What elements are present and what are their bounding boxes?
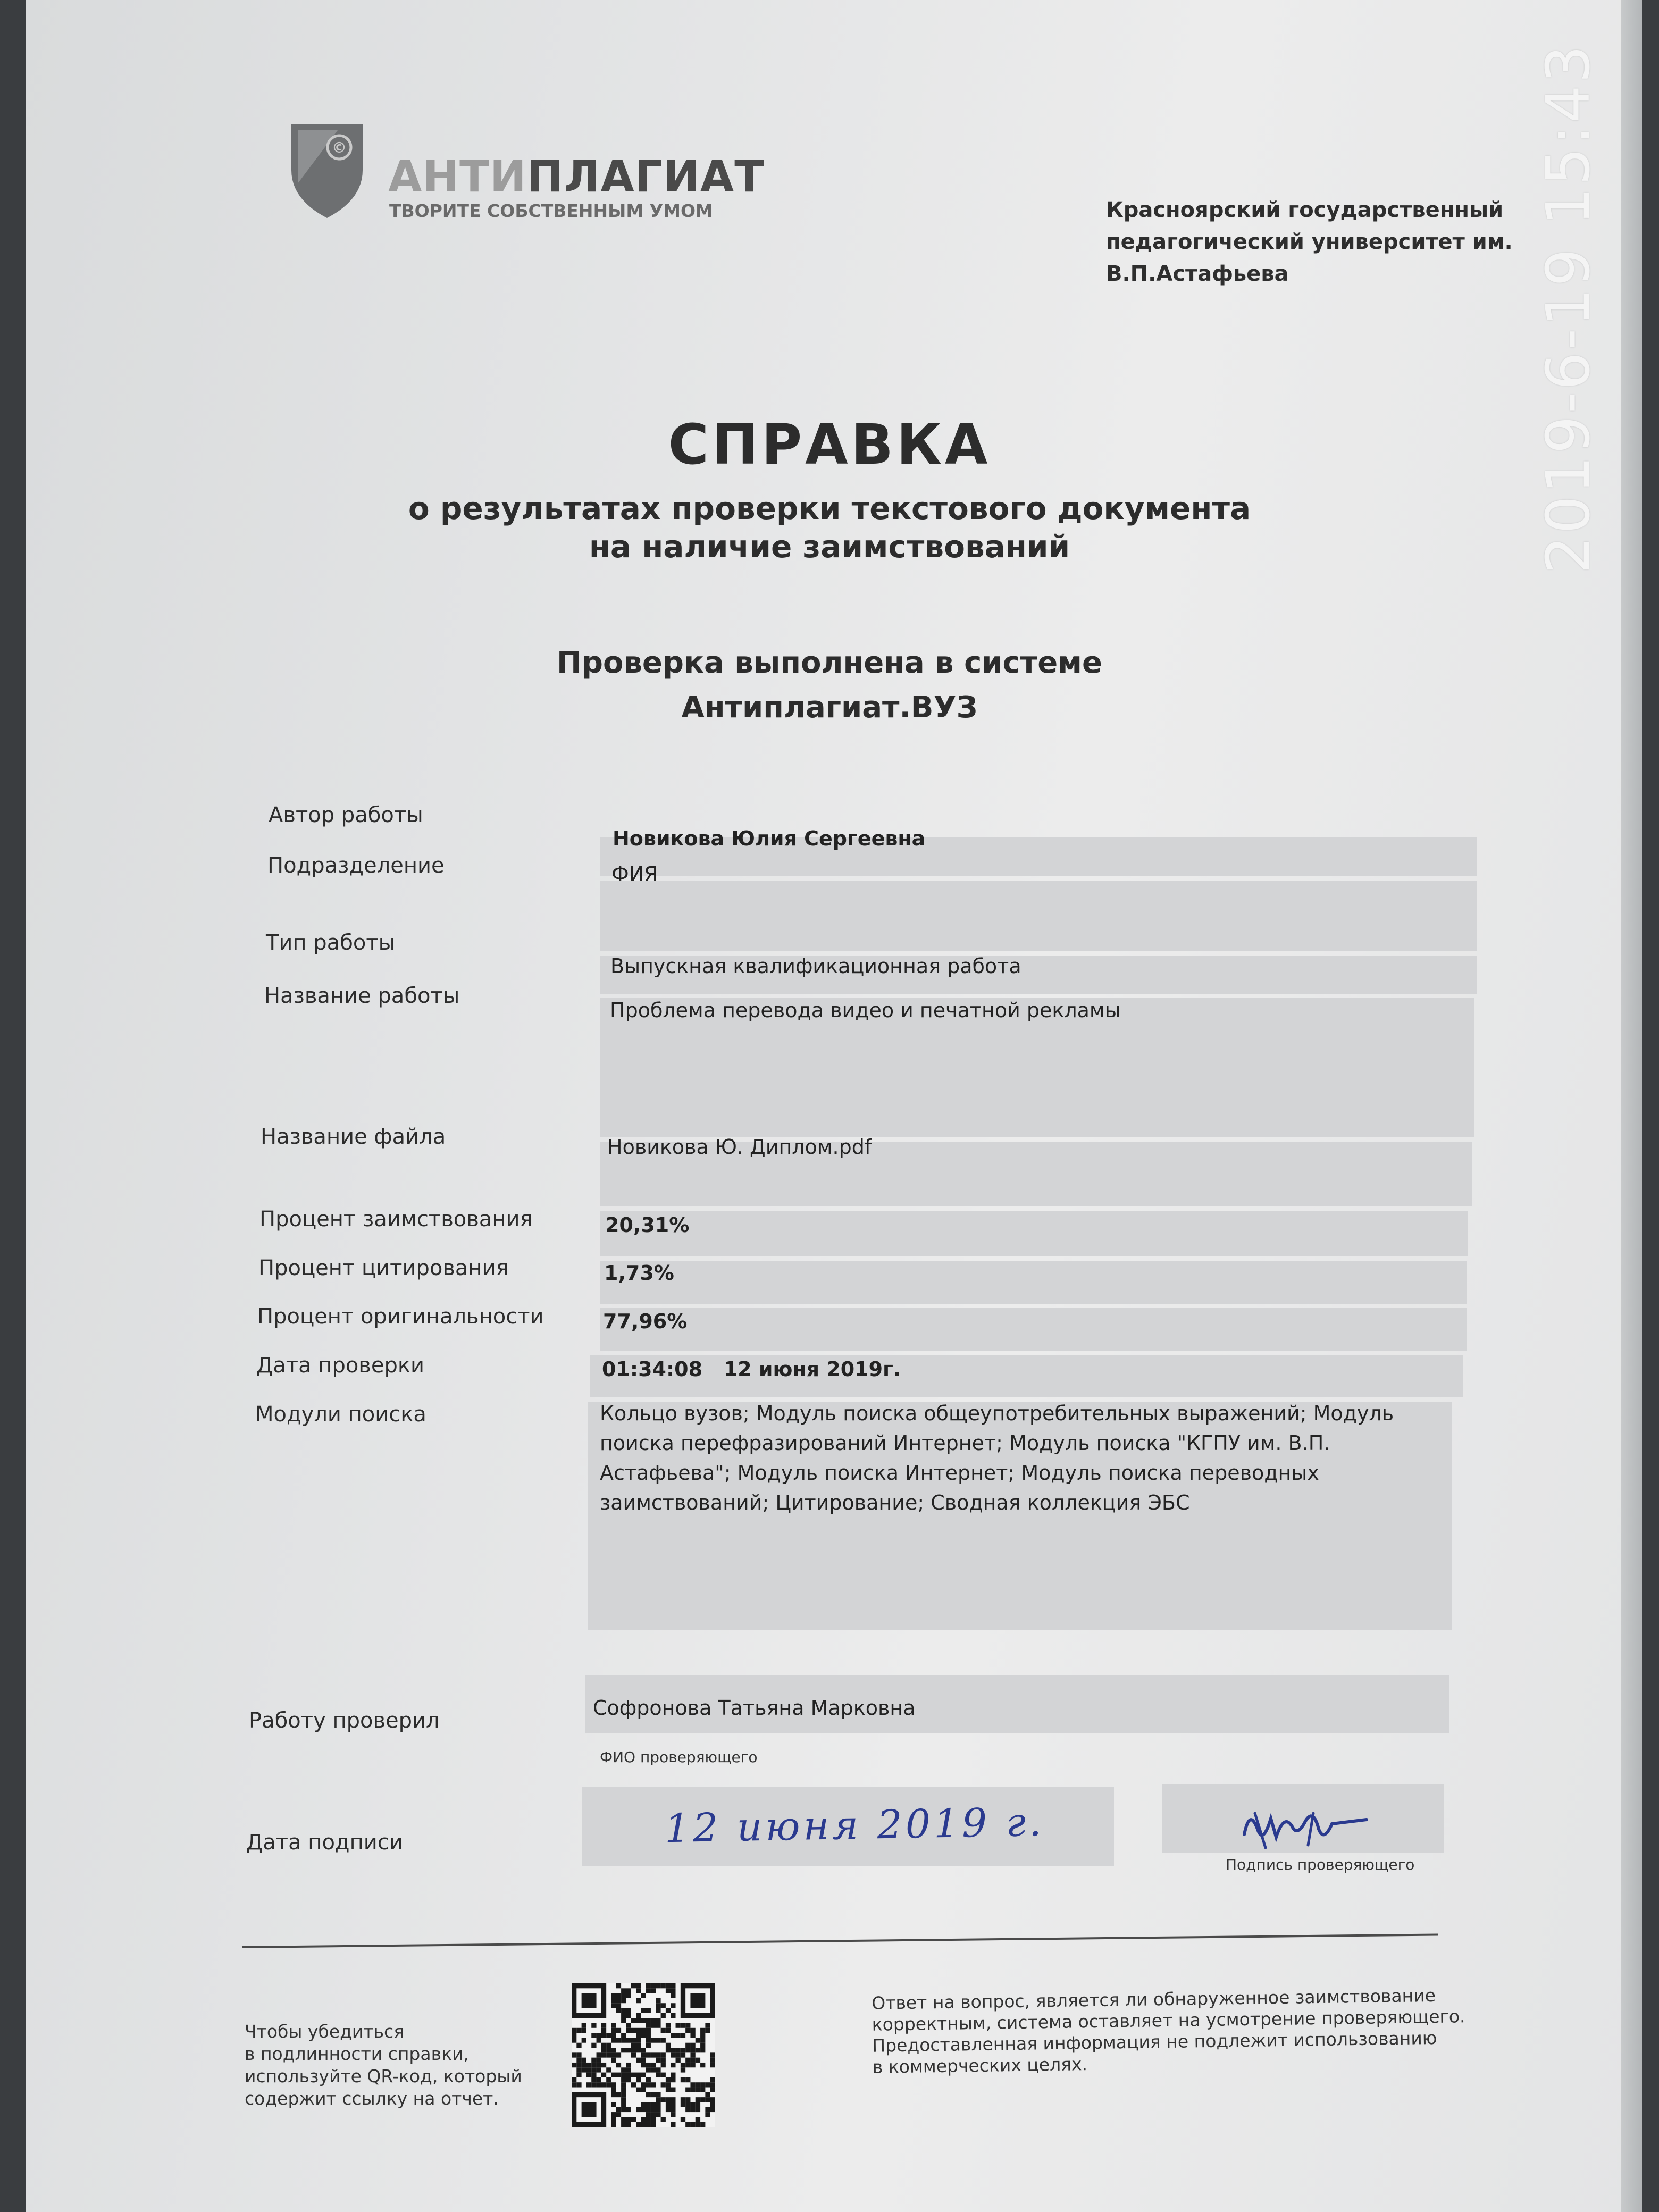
qr-code[interactable] (572, 1983, 715, 2127)
originality-field (600, 1308, 1467, 1351)
footer-qr-note (245, 2021, 522, 2110)
citation-label: Процент цитирования (258, 1256, 509, 1280)
borrowing-field (600, 1211, 1468, 1256)
logo-tagline: ТВОРИТЕ СОБСТВЕННЫМ УМОМ (389, 200, 713, 221)
file-name-label: Название файла (261, 1125, 446, 1149)
antiplagiat-logo (287, 120, 765, 226)
paper-edge (1621, 0, 1642, 2212)
citation-field (600, 1261, 1467, 1304)
system-name: Антиплагиат.ВУЗ (681, 690, 978, 725)
copyright-symbol: © (332, 139, 347, 156)
footer-left-line: используйте QR-код, который (245, 2066, 522, 2087)
footer-right-line: в коммерческих целях. (872, 2054, 1088, 2077)
university-line: В.П.Астафьева (1106, 262, 1289, 286)
borrowing-value: 20,31% (605, 1213, 690, 1237)
system-heading (0, 641, 1659, 730)
footer-left-line: содержит ссылку на отчет. (245, 2088, 499, 2109)
document-subtitle (0, 489, 1659, 566)
check-date-value: 01:34:08 12 июня 2019г. (602, 1358, 901, 1381)
signature-caption: Подпись проверяющего (1226, 1856, 1415, 1873)
logo-wordmark (388, 152, 765, 202)
logo-name-part2: ПЛАГИАТ (526, 152, 765, 202)
author-label: Автор работы (269, 803, 423, 827)
originality-label: Процент оригинальности (257, 1304, 544, 1329)
work-type-value: Выпускная квалификационная работа (610, 954, 1021, 978)
footer-left-line: Чтобы убедиться (245, 2021, 405, 2042)
document-title: СПРАВКА (668, 412, 991, 477)
subtitle-line: о результатах проверки текстового документа (408, 490, 1251, 526)
check-date-label: Дата проверки (256, 1353, 425, 1378)
footer-right-line: Предоставленная информация не подлежит использованию (872, 2027, 1437, 2056)
originality-value: 77,96% (603, 1310, 688, 1333)
work-type-label: Тип работы (266, 931, 396, 955)
department-value: ФИЯ (611, 862, 658, 886)
system-line: Проверка выполнена в системе (557, 646, 1102, 680)
footer-right-line: корректным, система оставляет на усмотрение проверяющего. (872, 2006, 1465, 2035)
modules-label: Модули поиска (255, 1402, 426, 1427)
subtitle-line: на наличие заимствований (589, 529, 1070, 565)
modules-value: Кольцо вузов; Модуль поиска общеупотребительных выражений; Модуль поиска перефразирований Интернет; Модуль поиска "КГПУ им. В.П. Астафьева"; Модуль поиска Интернет; Модуль поиска переводных заимствований; Цитирование; Сводная коллекция ЭБС (600, 1402, 1394, 1514)
footer-right-line: Ответ на вопрос, является ли обнаруженное заимствование (871, 1984, 1436, 2014)
department-field (600, 881, 1477, 951)
shield-icon (287, 120, 367, 221)
citation-value: 1,73% (604, 1261, 674, 1285)
logo-name-part1: АНТИ (388, 152, 527, 202)
photo-timestamp: 2019-6-19 15:43 (1534, 43, 1603, 574)
department-label: Подразделение (267, 853, 445, 878)
university-line: Красноярский государственный (1106, 198, 1504, 222)
sign-date-label: Дата подписи (246, 1830, 403, 1855)
checked-by-value: Софронова Татьяна Марковна (593, 1696, 916, 1720)
university-name (1106, 194, 1513, 290)
signature-mark (1234, 1797, 1372, 1856)
work-title-value: Проблема перевода видео и печатной рекламы (610, 999, 1121, 1022)
checked-by-caption: ФИО проверяющего (600, 1748, 758, 1766)
sign-date-handwritten: 12 июня 2019 г. (664, 1799, 1045, 1852)
borrowing-label: Процент заимствования (259, 1207, 533, 1231)
work-title-label: Название работы (264, 984, 460, 1008)
footer-left-line: в подлинности справки, (245, 2043, 469, 2064)
footer-disclaimer (872, 1984, 1466, 2078)
university-line: педагогический университет им. (1106, 230, 1513, 254)
author-value: Новикова Юлия Сергеевна (613, 827, 926, 850)
file-name-value: Новикова Ю. Диплом.pdf (607, 1135, 872, 1159)
checked-by-label: Работу проверил (249, 1708, 440, 1733)
